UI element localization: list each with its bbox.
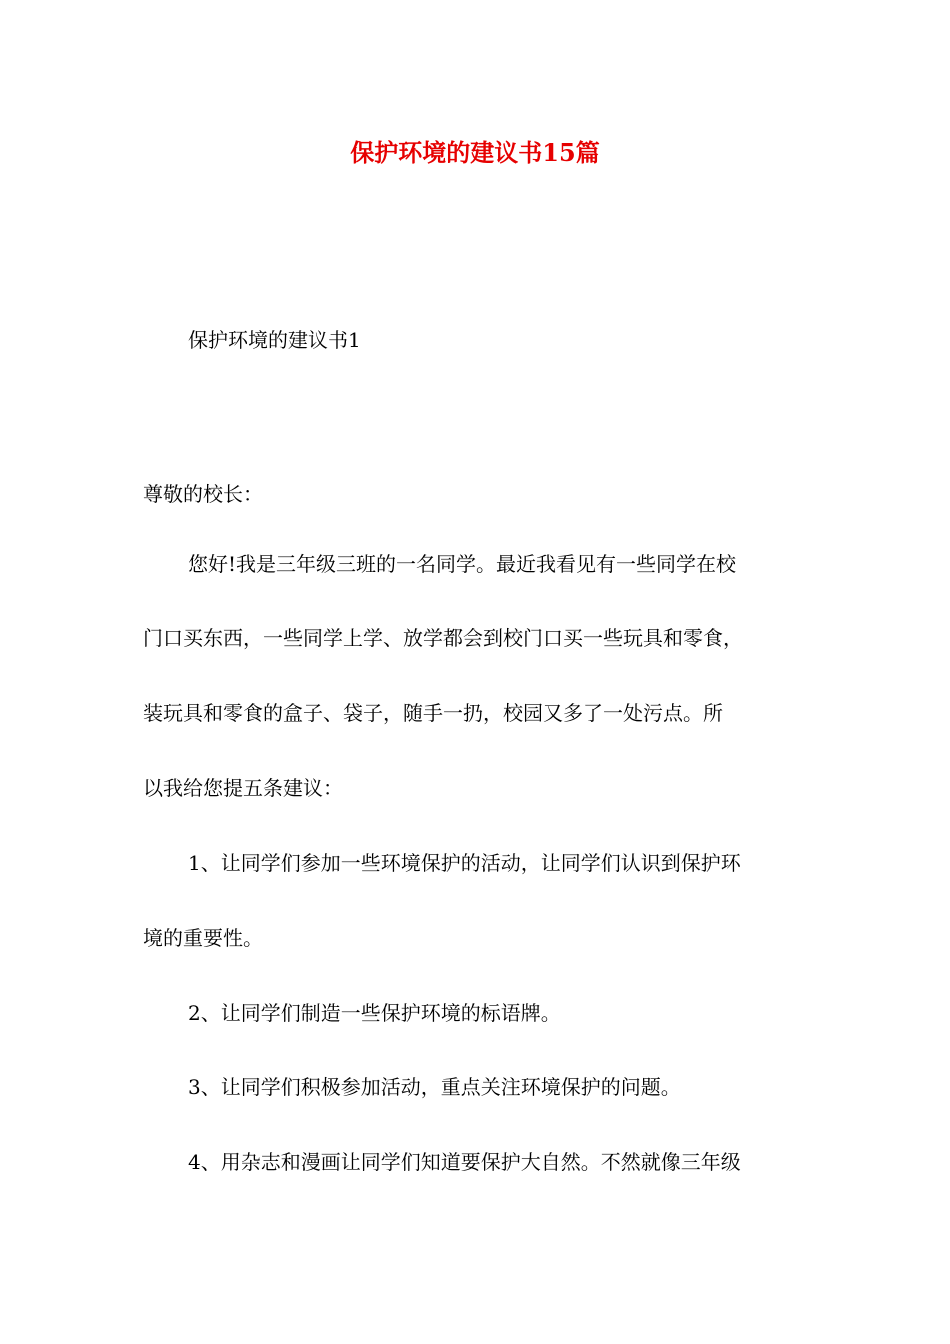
list-item: 4、用杂志和漫画让同学们知道要保护大自然。不然就像三年级 bbox=[188, 1150, 741, 1174]
salutation: 尊敬的校长： bbox=[143, 482, 263, 506]
document-title: 保护环境的建议书15篇 bbox=[350, 138, 600, 167]
paragraph-line: 您好!我是三年级三班的一名同学。最近我看见有一些同学在校 bbox=[188, 552, 737, 576]
list-item: 3、让同学们积极参加活动，重点关注环境保护的问题。 bbox=[188, 1075, 681, 1099]
list-item-continuation: 境的重要性。 bbox=[143, 926, 263, 950]
list-item: 2、让同学们制造一些保护环境的标语牌。 bbox=[188, 1001, 561, 1025]
paragraph-line: 装玩具和零食的盒子、袋子，随手一扔，校园又多了一处污点。所 bbox=[143, 701, 723, 725]
paragraph-line: 以我给您提五条建议： bbox=[143, 776, 343, 800]
list-item: 1、让同学们参加一些环境保护的活动，让同学们认识到保护环 bbox=[188, 851, 741, 875]
paragraph-line: 门口买东西，一些同学上学、放学都会到校门口买一些玩具和零食， bbox=[143, 626, 743, 650]
section-heading: 保护环境的建议书1 bbox=[188, 328, 361, 352]
